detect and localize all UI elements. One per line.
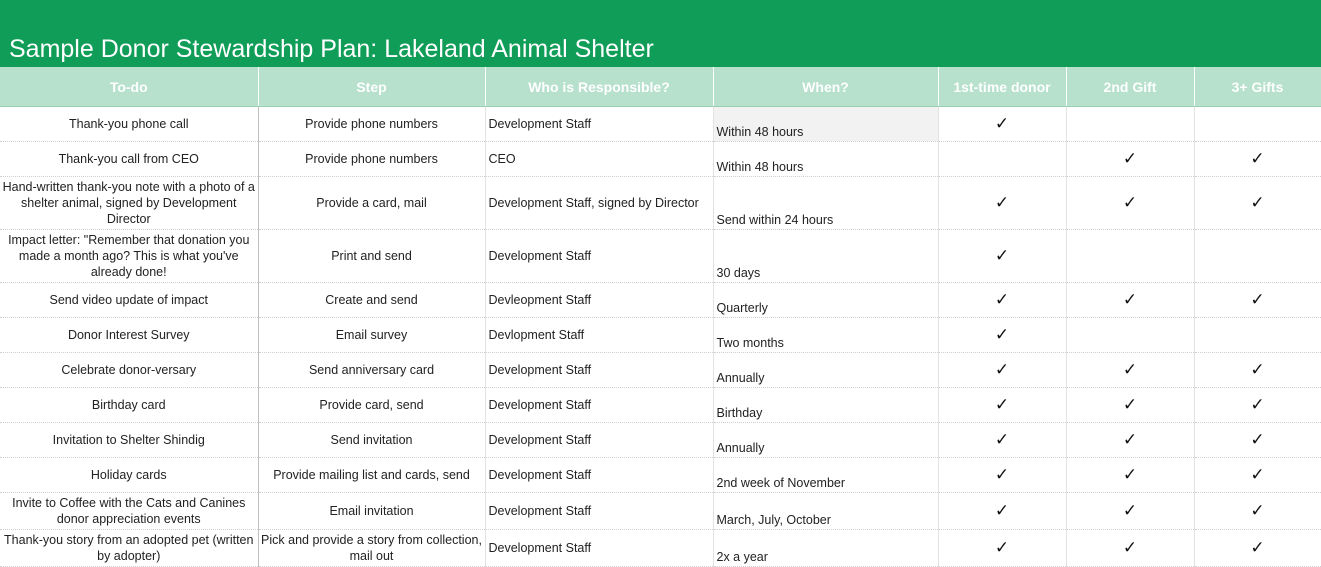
checkmark-icon: ✓ — [1122, 395, 1138, 414]
checkmark-icon: ✓ — [1122, 501, 1138, 520]
when-cell[interactable]: Annually — [713, 423, 938, 458]
when-cell[interactable]: Quarterly — [713, 283, 938, 318]
who-cell[interactable]: Devleopment Staff — [485, 283, 713, 318]
who-cell[interactable]: Development Staff — [485, 493, 713, 530]
stewardship-table — [0, 67, 1321, 567]
second-gift-cell[interactable] — [1066, 353, 1194, 388]
table-row — [0, 318, 1321, 353]
checkmark-icon: ✓ — [1250, 193, 1265, 212]
third-plus-gifts-cell[interactable] — [1194, 458, 1321, 493]
checkmark-icon: ✓ — [994, 114, 1010, 133]
todo-cell[interactable]: Impact letter: "Remember that donation you made a month ago? This is what you've already done! — [0, 230, 258, 283]
third-plus-gifts-cell[interactable] — [1194, 283, 1321, 318]
step-cell[interactable]: Send anniversary card — [258, 353, 485, 388]
checkmark-icon: ✓ — [994, 538, 1010, 557]
step-cell[interactable]: Email invitation — [258, 493, 485, 530]
todo-cell[interactable]: Donor Interest Survey — [0, 318, 258, 353]
checkmark-icon: ✓ — [1250, 501, 1265, 520]
first-time-donor-cell[interactable] — [938, 177, 1066, 230]
when-cell[interactable]: 2nd week of November — [713, 458, 938, 493]
table-row — [0, 458, 1321, 493]
second-gift-cell[interactable] — [1066, 423, 1194, 458]
todo-cell[interactable]: Thank-you phone call — [0, 107, 258, 142]
first-time-donor-cell[interactable] — [938, 318, 1066, 353]
todo-cell[interactable]: Birthday card — [0, 388, 258, 423]
todo-cell[interactable]: Thank-you call from CEO — [0, 142, 258, 177]
second-gift-cell[interactable] — [1066, 530, 1194, 567]
checkmark-icon: ✓ — [1250, 290, 1265, 309]
who-cell[interactable]: Development Staff — [485, 353, 713, 388]
checkmark-icon: ✓ — [1122, 193, 1138, 212]
when-cell[interactable]: Within 48 hours — [713, 142, 938, 177]
table-row — [0, 230, 1321, 283]
first-time-donor-cell[interactable] — [938, 142, 1066, 177]
who-cell[interactable]: CEO — [485, 142, 713, 177]
step-cell[interactable]: Send invitation — [258, 423, 485, 458]
step-cell[interactable]: Provide phone numbers — [258, 142, 485, 177]
first-time-donor-cell[interactable] — [938, 493, 1066, 530]
who-cell[interactable]: Development Staff — [485, 107, 713, 142]
todo-cell[interactable]: Celebrate donor-versary — [0, 353, 258, 388]
step-cell[interactable]: Pick and provide a story from collection, mail out — [258, 530, 485, 567]
checkmark-icon: ✓ — [1122, 430, 1138, 449]
checkmark-icon: ✓ — [994, 193, 1010, 212]
checkmark-icon: ✓ — [994, 325, 1010, 344]
second-gift-cell[interactable] — [1066, 107, 1194, 142]
table-row — [0, 530, 1321, 567]
checkmark-icon: ✓ — [994, 501, 1010, 520]
todo-cell[interactable]: Invite to Coffee with the Cats and Canines donor appreciation events — [0, 493, 258, 530]
third-plus-gifts-cell[interactable] — [1194, 107, 1321, 142]
table-row — [0, 423, 1321, 458]
third-plus-gifts-cell[interactable] — [1194, 318, 1321, 353]
table-row — [0, 107, 1321, 142]
first-time-donor-cell[interactable] — [938, 283, 1066, 318]
step-cell[interactable]: Provide card, send — [258, 388, 485, 423]
sheet-title: Sample Donor Stewardship Plan: Lakeland Animal Shelter — [9, 35, 654, 63]
first-time-donor-cell[interactable] — [938, 530, 1066, 567]
header-row — [0, 67, 1321, 107]
header-second-gift[interactable]: 2nd Gift — [1066, 67, 1194, 107]
header-first-time-donor[interactable]: 1st-time donor — [938, 67, 1066, 107]
checkmark-icon: ✓ — [994, 430, 1010, 449]
title-bar — [0, 0, 1321, 67]
todo-cell[interactable]: Hand-written thank-you note with a photo of a shelter animal, signed by Development Director — [0, 177, 258, 230]
third-plus-gifts-cell[interactable] — [1194, 493, 1321, 530]
second-gift-cell[interactable] — [1066, 493, 1194, 530]
checkmark-icon: ✓ — [1122, 290, 1138, 309]
who-cell[interactable]: Development Staff — [485, 458, 713, 493]
third-plus-gifts-cell[interactable] — [1194, 423, 1321, 458]
checkmark-icon: ✓ — [1122, 149, 1138, 168]
checkmark-icon: ✓ — [1122, 465, 1138, 484]
third-plus-gifts-cell[interactable] — [1194, 388, 1321, 423]
checkmark-icon: ✓ — [1250, 360, 1265, 379]
second-gift-cell[interactable] — [1066, 318, 1194, 353]
checkmark-icon: ✓ — [1250, 149, 1265, 168]
who-cell[interactable]: Development Staff — [485, 230, 713, 283]
step-cell[interactable]: Provide mailing list and cards, send — [258, 458, 485, 493]
step-cell[interactable]: Provide phone numbers — [258, 107, 485, 142]
step-cell[interactable]: Provide a card, mail — [258, 177, 485, 230]
second-gift-cell[interactable] — [1066, 230, 1194, 283]
second-gift-cell[interactable] — [1066, 388, 1194, 423]
header-when[interactable]: When? — [713, 67, 938, 107]
first-time-donor-cell[interactable] — [938, 230, 1066, 283]
checkmark-icon: ✓ — [1250, 465, 1265, 484]
when-cell[interactable]: Two months — [713, 318, 938, 353]
third-plus-gifts-cell[interactable] — [1194, 353, 1321, 388]
first-time-donor-cell[interactable] — [938, 353, 1066, 388]
when-cell[interactable]: Annually — [713, 353, 938, 388]
todo-cell[interactable]: Send video update of impact — [0, 283, 258, 318]
when-cell[interactable]: 30 days — [713, 230, 938, 283]
who-cell[interactable]: Development Staff — [485, 388, 713, 423]
first-time-donor-cell[interactable] — [938, 423, 1066, 458]
checkmark-icon: ✓ — [1250, 538, 1265, 557]
third-plus-gifts-cell[interactable] — [1194, 530, 1321, 567]
header-step[interactable]: Step — [258, 67, 485, 107]
second-gift-cell[interactable] — [1066, 283, 1194, 318]
table-row — [0, 142, 1321, 177]
first-time-donor-cell[interactable] — [938, 107, 1066, 142]
third-plus-gifts-cell[interactable] — [1194, 177, 1321, 230]
step-cell[interactable]: Print and send — [258, 230, 485, 283]
table-row — [0, 283, 1321, 318]
checkmark-icon: ✓ — [994, 290, 1010, 309]
todo-cell[interactable]: Thank-you story from an adopted pet (written by adopter) — [0, 530, 258, 567]
when-cell[interactable]: Send within 24 hours — [713, 177, 938, 230]
checkmark-icon: ✓ — [1122, 538, 1138, 557]
third-plus-gifts-cell[interactable] — [1194, 230, 1321, 283]
who-cell[interactable]: Development Staff — [485, 423, 713, 458]
table-row — [0, 388, 1321, 423]
first-time-donor-cell[interactable] — [938, 458, 1066, 493]
second-gift-cell[interactable] — [1066, 458, 1194, 493]
who-cell[interactable]: Devlopment Staff — [485, 318, 713, 353]
third-plus-gifts-cell[interactable] — [1194, 142, 1321, 177]
header-who[interactable]: Who is Responsible? — [485, 67, 713, 107]
when-cell[interactable]: 2x a year — [713, 530, 938, 567]
checkmark-icon: ✓ — [994, 360, 1010, 379]
checkmark-icon: ✓ — [1250, 430, 1265, 449]
header-todo[interactable]: To-do — [0, 67, 258, 107]
who-cell[interactable]: Development Staff, signed by Director — [485, 177, 713, 230]
second-gift-cell[interactable] — [1066, 142, 1194, 177]
who-cell[interactable]: Development Staff — [485, 530, 713, 567]
when-cell[interactable]: Birthday — [713, 388, 938, 423]
checkmark-icon: ✓ — [1122, 360, 1138, 379]
todo-cell[interactable]: Invitation to Shelter Shindig — [0, 423, 258, 458]
first-time-donor-cell[interactable] — [938, 388, 1066, 423]
step-cell[interactable]: Create and send — [258, 283, 485, 318]
table-row — [0, 353, 1321, 388]
second-gift-cell[interactable] — [1066, 177, 1194, 230]
todo-cell[interactable]: Holiday cards — [0, 458, 258, 493]
checkmark-icon: ✓ — [994, 395, 1010, 414]
checkmark-icon: ✓ — [1250, 395, 1265, 414]
header-third-plus-gifts[interactable]: 3+ Gifts — [1194, 67, 1321, 107]
checkmark-icon: ✓ — [994, 246, 1010, 265]
when-cell[interactable]: March, July, October — [713, 493, 938, 530]
table-row — [0, 177, 1321, 230]
checkmark-icon: ✓ — [994, 465, 1010, 484]
table-row — [0, 493, 1321, 530]
when-cell[interactable]: Within 48 hours — [713, 107, 938, 142]
step-cell[interactable]: Email survey — [258, 318, 485, 353]
